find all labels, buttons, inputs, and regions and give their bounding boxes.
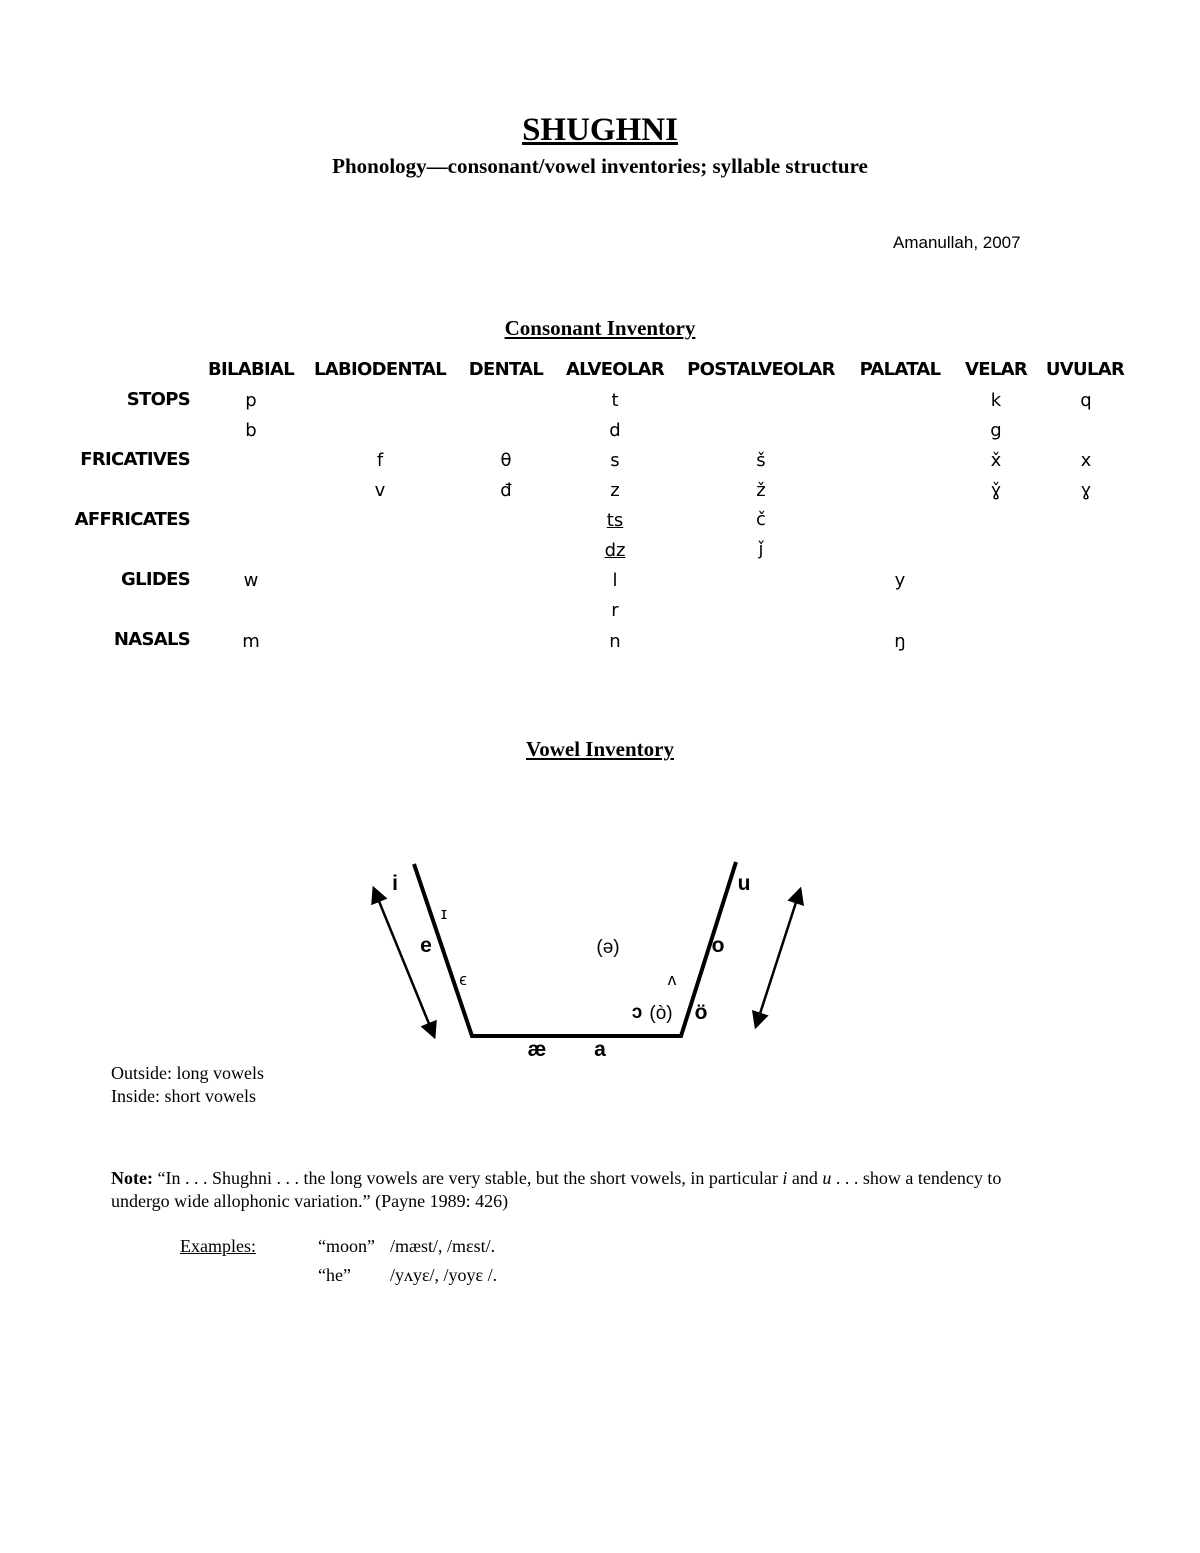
legend-inside: Inside: short vowels xyxy=(111,1086,256,1106)
example-gloss: “moon” xyxy=(318,1236,375,1256)
note-italic-i: i xyxy=(782,1168,788,1188)
example-gloss: “he” xyxy=(318,1265,351,1285)
vowel-short-I: ɪ xyxy=(440,904,448,923)
consonant-cell: v xyxy=(374,480,386,501)
col-header-bilabial: BILABIAL xyxy=(207,359,295,380)
col-header-dental: DENTAL xyxy=(468,359,544,380)
consonant-cell: w xyxy=(243,570,259,591)
vowel-inventory-heading: Vowel Inventory xyxy=(526,737,674,761)
vowel-long-o-umlaut: ö xyxy=(694,1001,708,1024)
consonant-cell: θ xyxy=(500,450,512,471)
vowel-long-i: i xyxy=(392,872,398,895)
col-header-velar: VELAR xyxy=(965,359,1027,380)
row-header-stops: STOPS xyxy=(126,389,190,410)
consonant-cell: y xyxy=(894,570,906,591)
example-forms: /yʌyɛ/, /yoyɛ /. xyxy=(390,1265,498,1285)
author-date: Amanullah, 2007 xyxy=(893,233,1021,252)
consonant-cell: b xyxy=(245,420,257,441)
consonant-cell: t xyxy=(611,390,619,411)
row-header-nasals: NASALS xyxy=(113,629,190,650)
consonant-cell: m xyxy=(242,631,260,652)
consonant-cell: g xyxy=(990,420,1002,441)
vowel-trapezoid xyxy=(414,862,736,1036)
col-header-palatal: PALATAL xyxy=(859,359,941,380)
consonant-cell: dz xyxy=(604,540,626,561)
col-header-labiodental: LABIODENTAL xyxy=(313,359,447,380)
legend-outside: Outside: long vowels xyxy=(111,1063,264,1083)
consonant-cell: z xyxy=(610,480,620,501)
vowel-long-e: e xyxy=(420,934,432,957)
consonant-cell: ɣ̌ xyxy=(990,480,1002,501)
row-header-affricates: AFFRICATES xyxy=(74,509,190,530)
note-label: Note: xyxy=(111,1168,153,1188)
consonant-cell: ɣ xyxy=(1080,480,1092,501)
consonant-cell: š xyxy=(756,450,766,471)
note-text-1: “In . . . Shughni . . . the long vowels are very stable, but the short vowels, in particular xyxy=(152,1168,783,1188)
vowel-short-wedge: ʌ xyxy=(667,970,677,989)
vowel-legend xyxy=(111,1062,264,1108)
vowel-short-open-o: ɔ xyxy=(631,1002,643,1023)
left-double-arrow xyxy=(374,889,434,1036)
consonant-inventory-heading: Consonant Inventory xyxy=(504,316,696,340)
examples-label: Examples: xyxy=(180,1236,256,1256)
consonant-cell: l xyxy=(612,570,618,591)
consonant-cell: k xyxy=(990,390,1002,411)
row-header-fricatives: FRICATIVES xyxy=(80,449,190,470)
consonant-cell: x̌ xyxy=(990,450,1002,471)
vowel-long-u: u xyxy=(737,872,751,895)
right-double-arrow xyxy=(756,890,800,1026)
col-header-uvular: UVULAR xyxy=(1045,359,1125,380)
note-text-2: and xyxy=(787,1168,823,1188)
vowel-short-o-grave: (ò) xyxy=(649,1003,673,1024)
vowel-long-ae: æ xyxy=(527,1038,547,1061)
note-italic-u: u xyxy=(822,1168,832,1188)
consonant-cell: n xyxy=(609,631,621,652)
consonant-cell: x xyxy=(1080,450,1092,471)
page-subtitle: Phonology—consonant/vowel inventories; syllable structure xyxy=(332,154,868,178)
consonant-cell: ǰ xyxy=(758,539,764,560)
consonant-cell: đ xyxy=(500,480,512,501)
vowel-long-o: o xyxy=(711,934,725,957)
consonant-cell: ŋ xyxy=(894,631,906,652)
consonant-cell: ž xyxy=(756,480,766,501)
note-paragraph xyxy=(111,1167,1111,1213)
row-header-glides: GLIDES xyxy=(121,569,190,590)
note-line-2: undergo wide allophonic variation.” (Payne 1989: 426) xyxy=(111,1191,509,1211)
consonant-cell: ts xyxy=(606,510,624,531)
consonant-cell: p xyxy=(245,390,257,411)
consonant-cell: č xyxy=(756,509,766,530)
vowel-short-schwa: (ə) xyxy=(596,937,620,958)
consonant-cell: r xyxy=(611,600,619,621)
vowel-long-a: a xyxy=(594,1038,606,1061)
note-text-3: . . . show a tendency to xyxy=(831,1168,1002,1188)
consonant-cell: q xyxy=(1080,390,1092,411)
col-header-alveolar: ALVEOLAR xyxy=(565,359,665,380)
page-title: SHUGHNI xyxy=(522,112,678,148)
consonant-cell: s xyxy=(610,450,620,471)
consonant-cell: f xyxy=(376,450,384,471)
vowel-short-epsilon: ϵ xyxy=(459,970,467,989)
example-forms: /mæst/, /mɛst/. xyxy=(390,1236,496,1256)
col-header-postalveolar: POSTALVEOLAR xyxy=(687,359,835,380)
consonant-cell: d xyxy=(609,420,621,441)
